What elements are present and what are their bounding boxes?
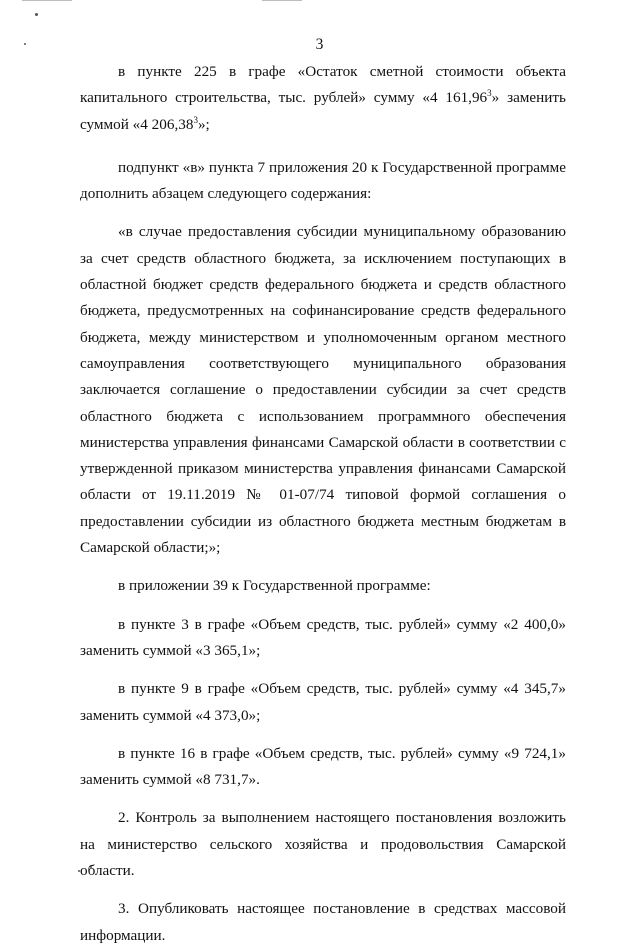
paragraph-subpoint-v: подпункт «в» пункта 7 приложения 20 к Государственной программе дополнить абзацем следующего содержания: [80,158,566,203]
paragraph-appendix-39: в приложении 39 к Государственной программе: [118,577,431,595]
paragraph-control: 2. Контроль за выполнением настоящего постановления возложить на министерство сельского хозяйства и продовольствия Самарской области. [80,809,566,880]
paragraph-text: в пункте 225 в графе «Остаток сметной стоимости объекта капитального строительства, тыс. рублей» сумму «4 161,96 [80,63,566,107]
document-body [80,59,566,949]
page-number: 3 [315,36,324,53]
superscript: 3 [487,88,492,99]
scan-edge-mark [22,0,72,1]
paragraph-text: » заменить суммой «4 206,38 [80,89,566,133]
paragraph-publish: 3. Опубликовать настоящее постановление в средствах массовой информации. [80,900,566,944]
paragraph-text: »; [197,115,210,133]
scan-speck [35,13,38,16]
paragraph-item-225 [80,59,566,138]
paragraph-item-16: в пункте 16 в графе «Объем средств, тыс. рублей» сумму «9 724,1» заменить суммой «8 731,7». [80,744,566,789]
paragraph-item-3: в пункте 3 в графе «Объем средств, тыс. рублей» сумму «2 400,0» заменить суммой «3 365,1»; [80,615,566,659]
superscript: 3 [193,114,198,125]
scan-edge-mark [262,0,302,1]
paragraph-item-9: в пункте 9 в графе «Объем средств, тыс. рублей» сумму «4 345,7» заменить суммой «4 373,0»; [80,680,566,724]
paragraph-quoted-text: «в случае предоставления субсидии муниципальному образованию за счет средств областного бюджета, за исключением поступающих в областной бюджет средств федерального бюджета и средств областного бюджета, предусмотренных на софинансирование средств федерального бюджета, между министерством и уполномоченным органом местного самоуправления соответствующего муниципального образования заключается соглашение о предоставлении субсидии за счет средств областного бюджета с использованием программного обеспечения министерства управления финансами Самарской области в соответствии с утвержденной приказом министерства управления финансами Самарской области от 19.11.2019 № 01-07/74 типовой формой соглашения о предоставлении субсидии из областного бюджета местным бюджетам в Самарской области;»; [80,223,566,557]
